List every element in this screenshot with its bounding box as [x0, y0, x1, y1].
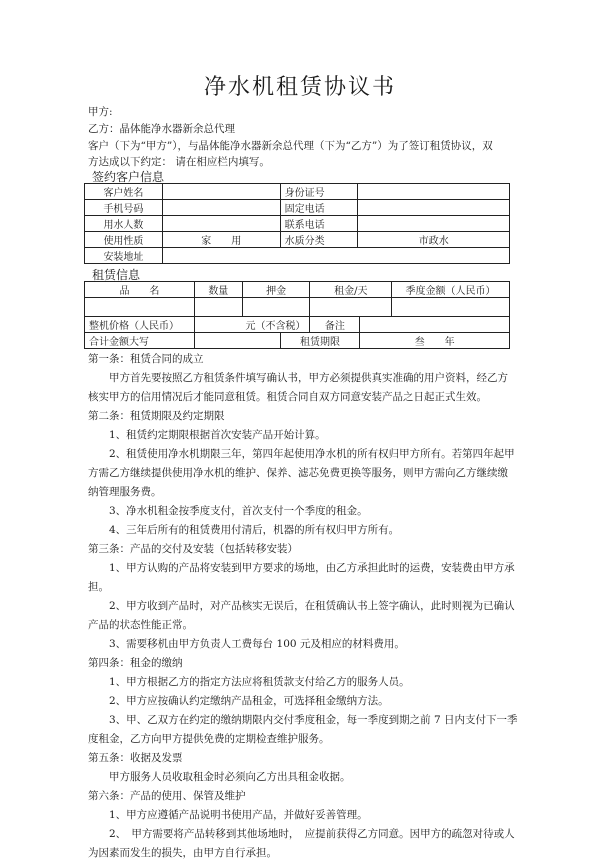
contact-label: 联系电话 [280, 216, 358, 232]
article-3-item-2: 2、甲方收到产品时，对产品核实无误后，在租赁确认书上签字确认，此时则视为已确认产品的状态性能正常。 [88, 600, 515, 631]
article-1-heading: 第一条：租赁合同的成立 [88, 353, 204, 365]
period-label: 租赁期限 [280, 333, 360, 349]
article-4-item-2: 2、甲方应按确认约定缴纳产品租金，可选择租金缴纳方法。 [109, 695, 389, 707]
phone-field[interactable] [358, 200, 510, 216]
price-unit: 元（不含税） [194, 317, 310, 333]
nature-label: 使用性质 [85, 232, 163, 248]
party-b-line: 乙方：晶体能净水器新余总代理 [88, 123, 235, 135]
article-3-item-3: 3、需要移机由甲方负责人工费每台 100 元及相应的材料费用。 [109, 638, 405, 650]
water-value: 市政水 [358, 232, 510, 248]
qty-header: 数量 [194, 282, 242, 298]
article-2-item-2: 2、租赁使用净水机期限三年，第四年起使用净水机的所有权归甲方所有。若第四年起甲方需乙方继续提供使用净水机的维护、保养、滤芯免费更换等服务，则甲方需向乙方继续缴纳管理服务费。 [88, 448, 515, 498]
rent-header: 租金/天 [310, 282, 392, 298]
page-title: 净水机租赁协议书 [203, 75, 396, 100]
users-field[interactable] [162, 216, 280, 232]
intro-line-2: 方达成以下约定： 请在相应栏内填写。 [88, 156, 270, 168]
product-field[interactable] [85, 298, 195, 317]
article-1-text: 甲方首先要按照乙方租赁条件填写确认书，甲方必须提供真实准确的用户资料，经乙方核实甲方的信用情况后才能同意租赁。租赁合同自双方同意安装产品之日起正式生效。 [88, 372, 508, 403]
customer-section-title: 签约客户信息 [92, 170, 165, 184]
rental-section-title: 租赁信息 [92, 268, 141, 282]
period-value: 叁 年 [360, 333, 510, 349]
deposit-field[interactable] [242, 298, 310, 317]
article-4-item-3: 3、甲、乙双方在约定的缴纳期限内交付季度租金，每一季度到期之前 7 日内支付下一季度租金，乙方向甲方提供免费的定期检查维护服务。 [88, 714, 518, 745]
article-4-item-1: 1、甲方根据乙方的指定方法应将租赁款支付给乙方的服务人员。 [109, 676, 410, 688]
article-6-item-2: 2、 甲方需要将产品转移到其他场地时， 应提前获得乙方同意。因甲方的疏忽对待或人为因素而发生的损失，由甲方自行承担。 [88, 828, 515, 859]
rent-field[interactable] [310, 298, 392, 317]
customer-name-label: 客户姓名 [85, 184, 163, 200]
address-field[interactable] [162, 248, 509, 264]
remark-field[interactable] [360, 317, 510, 333]
phone-label: 固定电话 [280, 200, 358, 216]
price-label: 整机价格（人民币） [85, 317, 195, 333]
product-header: 品 名 [85, 282, 195, 298]
article-6-item-1: 1、甲方应遵循产品说明书使用产品，并做好妥善管理。 [109, 809, 368, 821]
article-4-heading: 第四条：租金的缴纳 [88, 657, 183, 669]
article-5-text: 甲方服务人员收取租金时必须向乙方出具租金收据。 [109, 771, 351, 783]
customer-name-field[interactable] [162, 184, 280, 200]
intro-line-1: 客户（下为“甲方”），与晶体能净水器新余总代理（下为“乙方”）为了签订租赁协议，双 [88, 140, 493, 152]
id-number-label: 身份证号 [280, 184, 358, 200]
customer-info-table [84, 183, 510, 264]
mobile-label: 手机号码 [85, 200, 163, 216]
article-3-heading: 第三条：产品的交付及安装（包括转移安装） [88, 543, 298, 555]
contact-field[interactable] [358, 216, 510, 232]
address-label: 安装地址 [85, 248, 163, 264]
party-a-line: 甲方: [88, 106, 113, 118]
deposit-header: 押金 [242, 282, 310, 298]
nature-value: 家 用 [162, 232, 280, 248]
id-number-field[interactable] [358, 184, 510, 200]
article-6-heading: 第六条：产品的使用、保管及维护 [88, 790, 246, 802]
article-2-item-4: 4、三年后所有的租赁费用付清后，机器的所有权归甲方所有。 [109, 524, 400, 536]
article-2-item-3: 3、净水机租金按季度支付，首次支付一个季度的租金。 [109, 505, 368, 517]
water-label: 水质分类 [280, 232, 358, 248]
quarter-header: 季度金额（人民币） [392, 282, 510, 298]
article-5-heading: 第五条：收据及发票 [88, 752, 183, 764]
remark-label: 备注 [310, 317, 360, 333]
users-label: 用水人数 [85, 216, 163, 232]
mobile-field[interactable] [162, 200, 280, 216]
article-2-item-1: 1、租赁约定期限根据首次安装产品开始计算。 [109, 429, 326, 441]
rental-info-table [84, 281, 510, 349]
article-3-item-1: 1、甲方认购的产品将安装到甲方要求的场地，由乙方承担此时的运费，安装费由甲方承担。 [88, 562, 515, 593]
total-field[interactable] [194, 333, 280, 349]
quarter-field[interactable] [392, 298, 510, 317]
contract-articles [88, 350, 518, 863]
qty-field[interactable] [194, 298, 242, 317]
total-label: 合计金额大写 [85, 333, 195, 349]
article-2-heading: 第二条：租赁期限及约定期限 [88, 410, 225, 422]
